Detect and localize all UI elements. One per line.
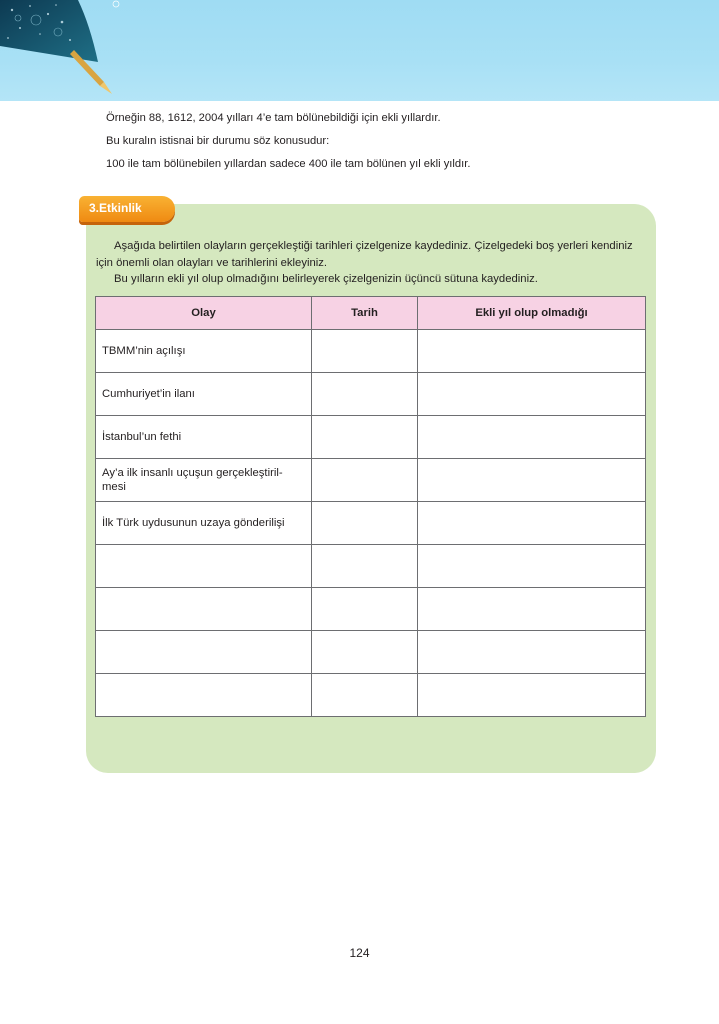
event-cell[interactable] (96, 631, 312, 674)
date-cell[interactable] (312, 545, 418, 588)
date-cell[interactable] (312, 373, 418, 416)
table-row (96, 545, 646, 588)
event-cell[interactable] (96, 674, 312, 717)
event-cell: TBMM’nin açılışı (96, 330, 312, 373)
leap-year-cell[interactable] (418, 588, 646, 631)
date-cell[interactable] (312, 631, 418, 674)
date-cell[interactable] (312, 459, 418, 502)
intro-line-2: Bu kuralın istisnai bir durumu söz konusudur: (106, 135, 330, 147)
header-ekli-yil: Ekli yıl olup olmadığı (418, 297, 646, 330)
leap-year-cell[interactable] (418, 502, 646, 545)
leap-year-cell[interactable] (418, 631, 646, 674)
activity-tag: 3.Etkinlik (79, 196, 175, 222)
table-row (96, 631, 646, 674)
table-row (96, 459, 646, 502)
instruction-2: Bu yılların ekli yıl olup olmadığını belirleyerek çizelgenizin üçüncü sütuna kaydediniz. (114, 273, 538, 285)
intro-line-3: 100 ile tam bölünebilen yıllardan sadece 400 ile tam bölünen yıl ekli yıldır. (106, 158, 471, 170)
header-tarih: Tarih (312, 297, 418, 330)
table-row (96, 502, 646, 545)
activity-instructions (96, 238, 646, 288)
table-header-row (96, 297, 646, 330)
intro-text (106, 111, 666, 180)
event-cell: Cumhuriyet’in ilanı (96, 373, 312, 416)
leap-year-cell[interactable] (418, 373, 646, 416)
header-banner (0, 0, 719, 101)
intro-line-1: Örneğin 88, 1612, 2004 yılları 4’e tam bölünebildiği için ekli yıllardır. (106, 112, 441, 124)
event-cell[interactable] (96, 588, 312, 631)
date-cell[interactable] (312, 588, 418, 631)
date-cell[interactable] (312, 674, 418, 717)
event-cell: İlk Türk uydusunun uzaya gönderilişi (96, 502, 312, 545)
date-cell[interactable] (312, 416, 418, 459)
table-row (96, 330, 646, 373)
instruction-1: Aşağıda belirtilen olayların gerçekleştiği tarihleri çizelgenize kaydediniz. Çizelgedeki boş yerleri kendiniz için önemli olan olayları ve tarihlerini ekleyiniz. (96, 240, 633, 269)
table-row (96, 674, 646, 717)
event-cell: Ay’a ilk insanlı uçuşun gerçekleştiril-mesi (96, 459, 312, 502)
events-table (95, 296, 646, 717)
date-cell[interactable] (312, 330, 418, 373)
table-row (96, 588, 646, 631)
table-row (96, 373, 646, 416)
header-olay: Olay (96, 297, 312, 330)
page-number: 124 (349, 946, 370, 960)
leap-year-cell[interactable] (418, 330, 646, 373)
event-cell[interactable] (96, 545, 312, 588)
leap-year-cell[interactable] (418, 416, 646, 459)
event-cell: İstanbul’un fethi (96, 416, 312, 459)
leap-year-cell[interactable] (418, 545, 646, 588)
date-cell[interactable] (312, 502, 418, 545)
leap-year-cell[interactable] (418, 674, 646, 717)
table-row (96, 416, 646, 459)
leap-year-cell[interactable] (418, 459, 646, 502)
night-sky-pen-illustration (0, 0, 130, 101)
